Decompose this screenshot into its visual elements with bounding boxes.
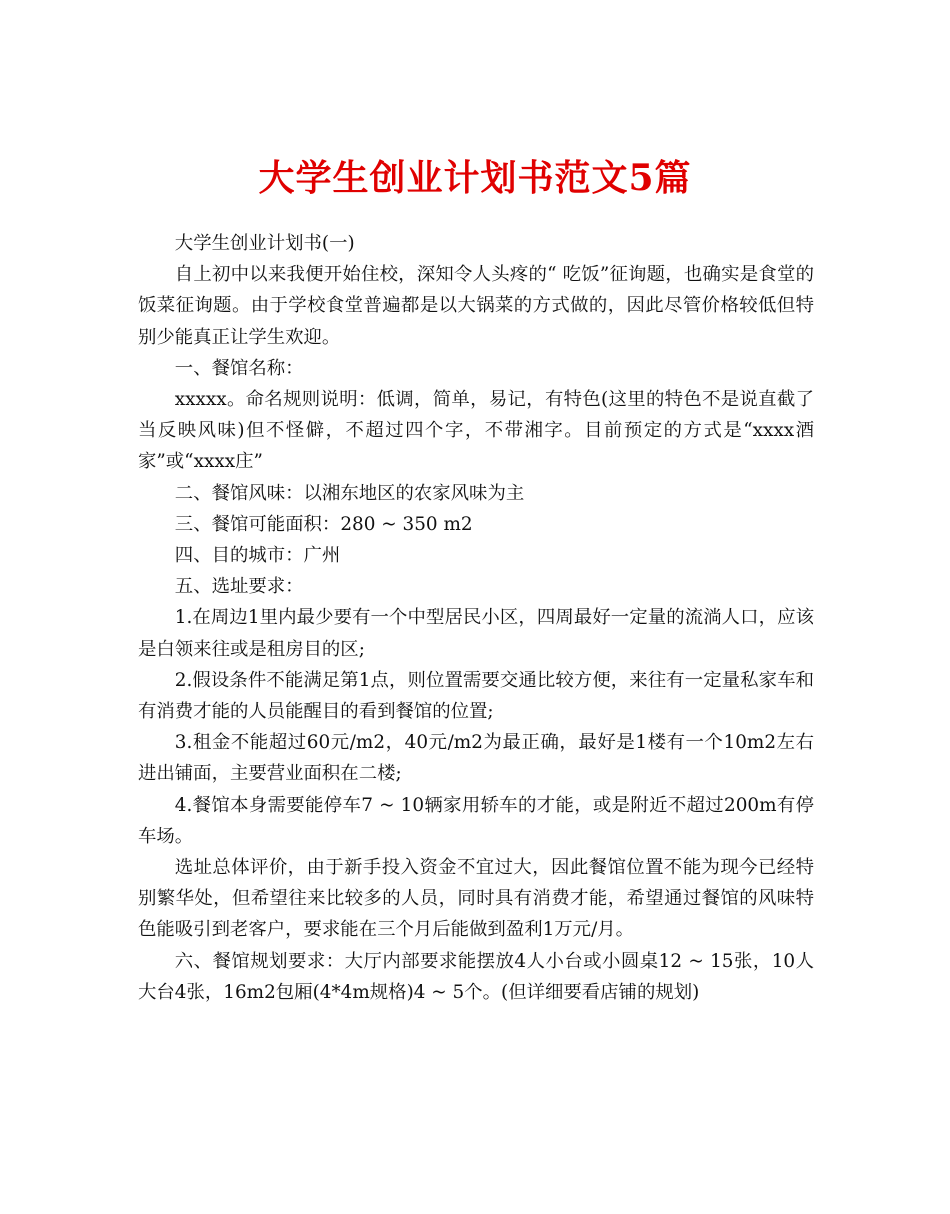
paragraph-location-evaluation: 选址总体评价，由于新手投入资金不宜过大，因此餐馆位置不能为现今已经特别繁华处，但希望往来比较多的人员，同时具有消费才能，希望通过餐馆的风味特色能吸引到老客户，要求能在三个月后能做到盈利1万元/月。 — [138, 857, 814, 941]
section-heading-flavor: 二、餐馆风味：以湘东地区的农家风味为主 — [174, 482, 525, 504]
section-heading-location-requirements: 五、选址要求： — [174, 576, 304, 598]
list-item-requirement-4: 4.餐馆本身需要能停车7 ~ 10辆家用轿车的才能，或是附近不超过200m有停车场。 — [138, 794, 814, 847]
section-heading-area: 三、餐馆可能面积：280 ~ 350 m2 — [174, 513, 473, 535]
section-heading-restaurant-name: 一、餐馆名称： — [174, 357, 304, 379]
document-title: 大学生创业计划书范文5篇 — [258, 157, 692, 200]
paragraph-naming-rules: xxxxx。命名规则说明：低调，简单，易记，有特色(这里的特色不是说直截了当反映风味)但不怪僻，不超过四个字，不带湘字。目前预定的方式是“xxxx酒家”或“xxxx庄” — [138, 389, 814, 473]
list-item-requirement-3: 3.租金不能超过60元/m2，40元/m2为最正确，最好是1楼有一个10m2左右进出铺面，主要营业面积在二楼; — [138, 732, 814, 785]
section-heading-plan-1: 大学生创业计划书(一) — [174, 233, 355, 254]
paragraph-intro: 自上初中以来我便开始住校，深知令人头疼的“ 吃饭”征询题，也确实是食堂的饭菜征询题。由于学校食堂普遍都是以大锅菜的方式做的，因此尽管价格较低但特别少能真正让学生欢迎。 — [138, 264, 814, 348]
list-item-requirement-1: 1.在周边1里内最少要有一个中型居民小区，四周最好一定量的流淌人口，应该是白领来往或是租房目的区; — [138, 607, 814, 660]
section-heading-layout-requirements: 六、餐馆规划要求：大厅内部要求能摆放4人小台或小圆桌12 ~ 15张，10人大台4张，16m2包厢(4*4m规格)4 ~ 5个。(但详细要看店铺的规划) — [138, 950, 814, 1003]
section-heading-target-city: 四、目的城市：广州 — [174, 545, 341, 567]
list-item-requirement-2: 2.假设条件不能满足第1点，则位置需要交通比较方便，来往有一定量私家车和有消费才能的人员能醒目的看到餐馆的位置; — [138, 669, 814, 723]
document-body — [138, 228, 814, 1008]
